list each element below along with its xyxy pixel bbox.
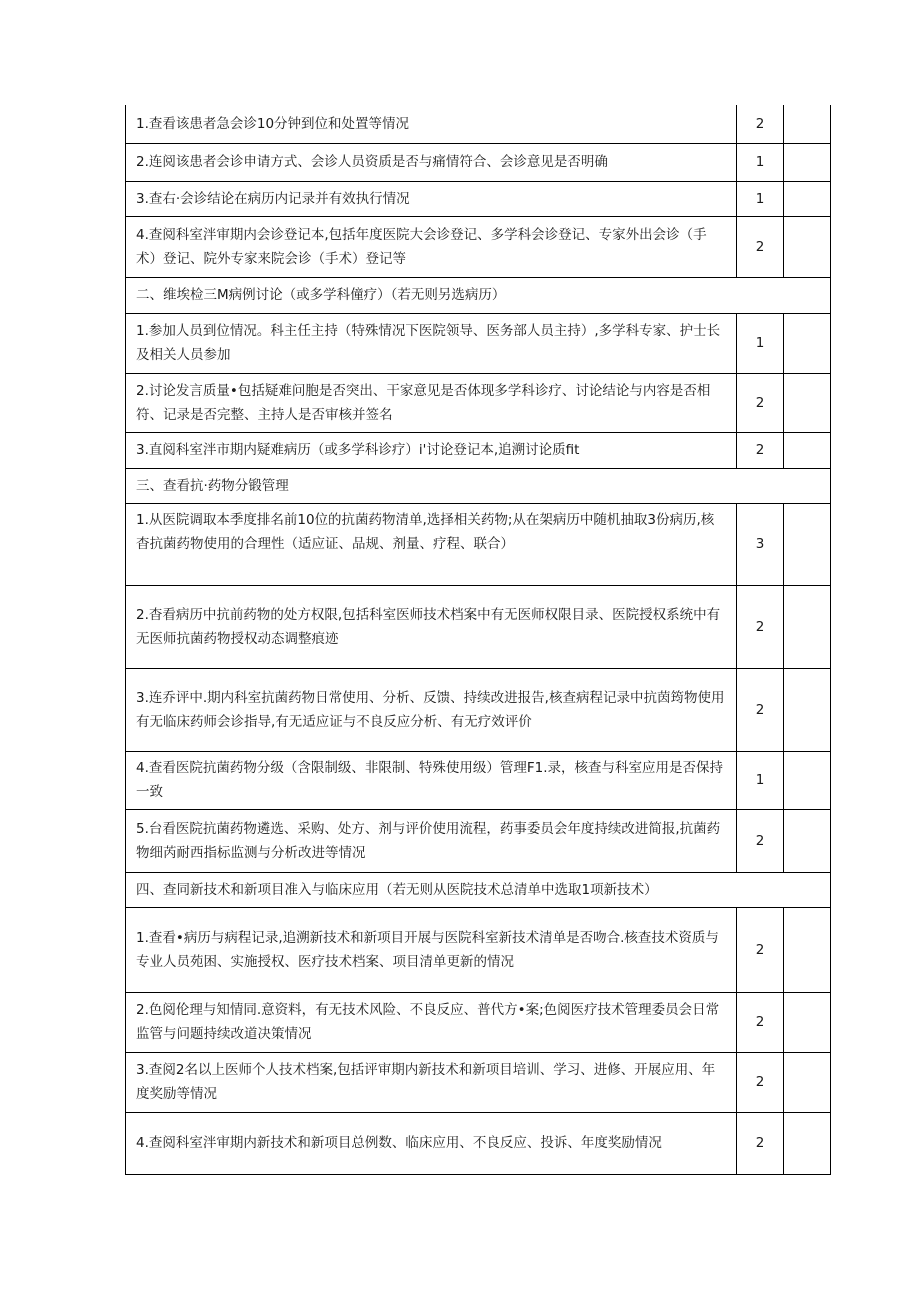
section-row <box>126 468 831 503</box>
table-row <box>126 751 831 809</box>
score-cell: 2 <box>737 668 784 751</box>
table-row <box>126 1112 831 1174</box>
item-text: 1.从医院调取本季度排名前10位的抗菌药物清单,选择相关药物;从在架病历中随机抽取3份病历,核杳抗菌药物使用的合理性（适应证、品规、剂量、疗程、联合） <box>126 503 737 585</box>
table-row <box>126 809 831 872</box>
table-row <box>126 503 831 585</box>
item-text: 5.台看医院抗菌药物遴选、采购、处方、剂与评价使用流程，药事委员会年度持续改进简报,抗菌药物细芮耐西指标监测与分析改进等情况 <box>126 809 737 872</box>
section-row <box>126 277 831 313</box>
score-cell: 1 <box>737 143 784 181</box>
blank-cell <box>784 992 831 1052</box>
table-row <box>126 181 831 216</box>
blank-cell <box>784 585 831 668</box>
table-row <box>126 992 831 1052</box>
table-row <box>126 105 831 143</box>
table-row <box>126 313 831 373</box>
item-text: 3.直阅科室泮市期内疑难病历（或多学科诊疗）i'讨论登记本,追溯讨论质fit <box>126 432 737 468</box>
section-row <box>126 872 831 907</box>
score-cell: 2 <box>737 373 784 432</box>
blank-cell <box>784 181 831 216</box>
blank-cell <box>784 143 831 181</box>
item-text: 1.查看•病历与病程记录,追溯新技术和新项目开展与医院科室新技术清单是否吻合.核查技术资质与专业人员苑困、实施授权、医疗技术档案、项目清单更新的情况 <box>126 907 737 992</box>
item-text: 1.查看该患者急会诊10分钟到位和处置等情况 <box>126 105 737 143</box>
score-cell: 1 <box>737 181 784 216</box>
score-cell: 1 <box>737 751 784 809</box>
table-row <box>126 432 831 468</box>
item-text: 4.查阅科室泮审期内会诊登记本,包括年度医院大会诊登记、多学科会诊登记、专家外出会诊（手术）登记、院外专家来院会诊（手术）登记等 <box>126 216 737 277</box>
item-text: 4.查阅科室泮审期内新技术和新项目总例数、临床应用、不良反应、投诉、年度奖励情况 <box>126 1112 737 1174</box>
blank-cell <box>784 373 831 432</box>
score-cell: 2 <box>737 105 784 143</box>
table-row <box>126 143 831 181</box>
blank-cell <box>784 503 831 585</box>
section-title: 三、查看抗·药物分锻管理 <box>126 468 831 503</box>
blank-cell <box>784 216 831 277</box>
table-row <box>126 907 831 992</box>
score-cell: 2 <box>737 1052 784 1112</box>
score-cell: 3 <box>737 503 784 585</box>
item-text: 2.连阅该患者会诊申请方式、会诊人员资质是否与痛情符合、会诊意见是否明确 <box>126 143 737 181</box>
score-cell: 2 <box>737 809 784 872</box>
blank-cell <box>784 668 831 751</box>
item-text: 2.杳看病历中抗前药物的处方权限,包括科室医师技术档案中有无医师权限目录、医院授权系统中有无医师抗菌药物授权动态调整痕迹 <box>126 585 737 668</box>
section-title: 二、维埃检三M病例讨论（或多学科僮疗）（若无则另选病历） <box>126 277 831 313</box>
item-text: 2.讨论发言质量•包括疑难问胞是否突出、干家意见是否体现多学科诊疗、讨论结论与内容是否相符、记录是否完整、主持人是否审核并签名 <box>126 373 737 432</box>
blank-cell <box>784 105 831 143</box>
score-cell: 2 <box>737 585 784 668</box>
blank-cell <box>784 1052 831 1112</box>
blank-cell <box>784 1112 831 1174</box>
item-text: 1.参加人员到位情况。科主任主持（特殊情况下医院领导、医务部人员主持）,多学科专家、护士长及相关人员参加 <box>126 313 737 373</box>
item-text: 2.色阅伦理与知情同.意资料，有无技术风险、不良反应、普代方•案;色阅医疗技术管理委员会日常监管与问题持续改道决策情况 <box>126 992 737 1052</box>
table-row <box>126 216 831 277</box>
blank-cell <box>784 751 831 809</box>
blank-cell <box>784 432 831 468</box>
table-row <box>126 373 831 432</box>
section-title: 四、查同新技术和新项目准入与临床应用（若无则从医院技术总清单中选取1项新技术） <box>126 872 831 907</box>
score-cell: 2 <box>737 992 784 1052</box>
assessment-table <box>125 105 831 1175</box>
score-cell: 2 <box>737 1112 784 1174</box>
score-cell: 2 <box>737 216 784 277</box>
item-text: 4.查看医院抗菌药物分级（含限制级、非限制、特殊使用级）管理F1.录，核查与科室应用是否保持一致 <box>126 751 737 809</box>
score-cell: 2 <box>737 907 784 992</box>
item-text: 3.查阅2名以上医师个人技术档案,包括评审期内新技术和新项目培训、学习、进修、开展应用、年度奖励等情况 <box>126 1052 737 1112</box>
score-cell: 1 <box>737 313 784 373</box>
blank-cell <box>784 809 831 872</box>
table-row <box>126 585 831 668</box>
blank-cell <box>784 907 831 992</box>
blank-cell <box>784 313 831 373</box>
item-text: 3.连乔评中.期内科室抗菌药物日常使用、分析、反馈、持续改进报告,核查病程记录中抗茵筠物使用有无临床药师会诊指导,有无适应证与不良反应分析、有无疗效评价 <box>126 668 737 751</box>
table-row <box>126 1052 831 1112</box>
score-cell: 2 <box>737 432 784 468</box>
item-text: 3.查右·会诊结论在病历内记录并有效执行情况 <box>126 181 737 216</box>
table-row <box>126 668 831 751</box>
